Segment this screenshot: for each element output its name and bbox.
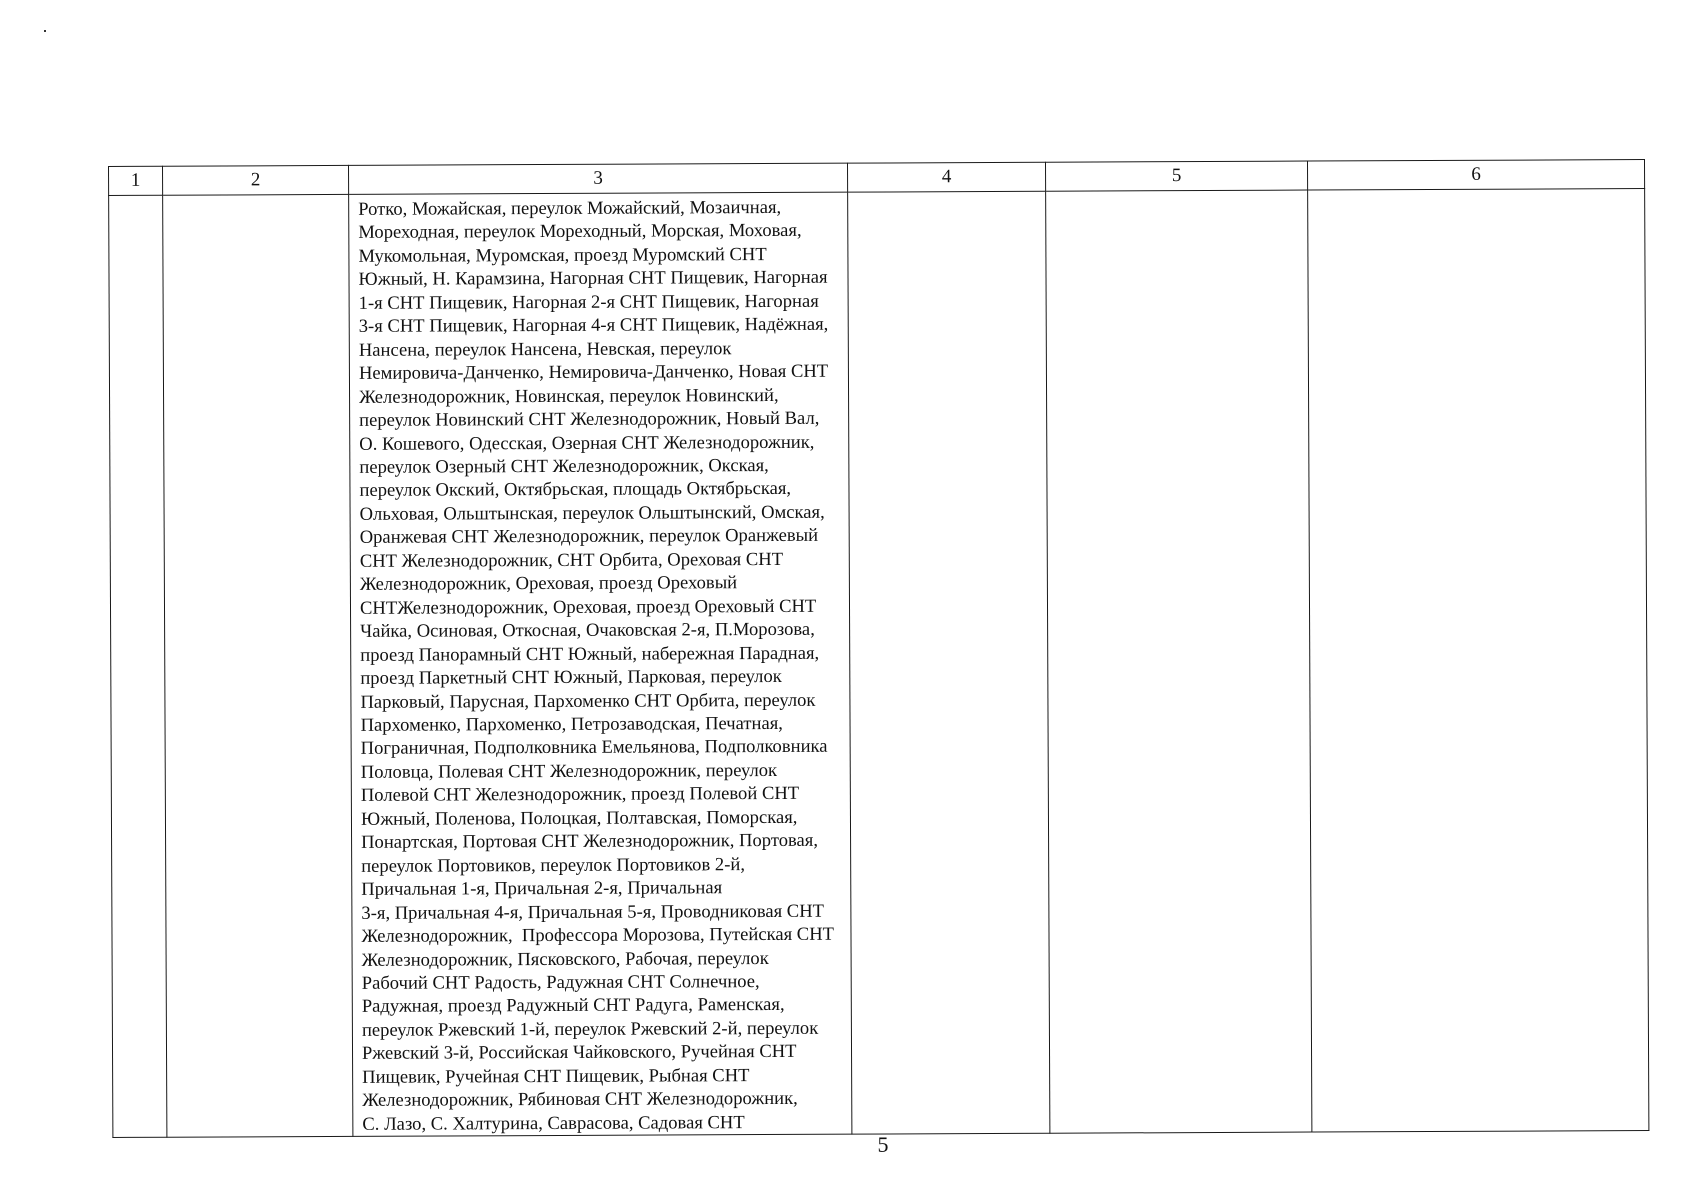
- street-list-line: Железнодорожник, Пясковского, Рабочая, переулок: [361, 947, 769, 971]
- street-list-line: Железнодорожник, Рябиновая СНТ Железнодорожник,: [362, 1088, 798, 1112]
- street-list-line: Немировича-Данченко, Немировича-Данченко, Новая СНТ: [358, 360, 829, 385]
- street-list-line: Железнодорожник, Профессора Морозова, Путейская СНТ: [361, 923, 835, 947]
- street-list-line: Парковый, Парусная, Пархоменко СНТ Орбита, переулок: [360, 689, 816, 713]
- cell-col-2: [163, 194, 353, 1137]
- column-header-4: 4: [847, 162, 1045, 192]
- street-list-line: Южный, Н. Карамзина, Нагорная СНТ Пищевик, Нагорная: [358, 267, 828, 291]
- street-list-line: Пархоменко, Пархоменко, Петрозаводская, Печатная,: [360, 712, 783, 736]
- scan-speck: [44, 30, 46, 32]
- street-list-line: переулок Новинский СНТ Железнодорожник, Новый Вал,: [359, 407, 820, 431]
- column-header-3: 3: [348, 163, 847, 194]
- column-header-5: 5: [1045, 161, 1307, 191]
- scanned-table-area: [108, 159, 1648, 1135]
- address-table: [108, 159, 1649, 1138]
- street-list-line: Южный, Поленова, Полоцкая, Полтавская, Поморская,: [360, 806, 798, 830]
- street-list-line: Железнодорожник, Новинская, переулок Новинский,: [359, 384, 779, 408]
- street-list-line: Полевой СНТ Железнодорожник, проезд Полевой СНТ: [360, 783, 800, 807]
- street-list-line: С. Лазо, С. Халтурина, Саврасова, Садовая СНТ: [362, 1111, 745, 1135]
- street-list-line: Причальная 1-я, Причальная 2-я, Причальная: [361, 877, 723, 900]
- street-list-line: Пищевик, Ручейная СНТ Пищевик, Рыбная СНТ: [362, 1064, 750, 1088]
- street-list-line: СНТЖелезнодорожник, Ореховая, проезд Ореховый СНТ: [359, 595, 817, 619]
- street-list-line: переулок Портовиков, переулок Портовиков 2-й,: [361, 853, 746, 877]
- cell-col-6: [1308, 189, 1649, 1133]
- street-list-line: Ржевский 3-й, Российская Чайковского, Ручейная СНТ: [361, 1041, 797, 1065]
- street-list-line: Ротко, Можайская, переулок Можайский, Мозаичная,: [358, 196, 782, 220]
- cell-col-1: [109, 195, 167, 1137]
- street-list-line: Чайка, Осиновая, Откосная, Очаковская 2-я, П.Морозова,: [360, 618, 815, 643]
- street-list-line: переулок Ржевский 1-й, переулок Ржевский 2-й, переулок: [361, 1017, 819, 1041]
- street-list-line: О. Кошевого, Одесская, Озерная СНТ Железнодорожник,: [359, 431, 815, 455]
- street-list-line: Радужная, проезд Радужный СНТ Радуга, Раменская,: [361, 994, 785, 1018]
- street-list-line: Половца, Полевая СНТ Железнодорожник, переулок: [360, 759, 778, 783]
- street-list-line: СНТ Железнодорожник, СНТ Орбита, Ореховая СНТ: [359, 548, 784, 572]
- column-header-2: 2: [163, 165, 349, 195]
- street-list-line: Мореходная, переулок Мореходный, Морская, Моховая,: [358, 220, 802, 244]
- page-number: 5: [877, 1132, 889, 1157]
- table-row: [109, 189, 1649, 1138]
- cell-col-3: [349, 192, 852, 1136]
- column-header-6: 6: [1307, 160, 1644, 191]
- street-list-line: переулок Окский, Октябрьская, площадь Октябрьская,: [359, 478, 792, 502]
- street-list-line: 3-я СНТ Пищевик, Нагорная 4-я СНТ Пищевик, Надёжная,: [358, 313, 829, 338]
- street-list-line: Ольховая, Ольштынская, переулок Ольштынский, Омская,: [359, 501, 825, 525]
- street-list-line: Железнодорожник, Ореховая, проезд Ореховый: [359, 572, 738, 596]
- cell-col-5: [1046, 190, 1312, 1133]
- street-list-line: 3-я, Причальная 4-я, Причальная 5-я, Проводниковая СНТ: [361, 900, 825, 924]
- street-list-line: Пограничная, Подполковника Емельянова, Подполковника: [360, 736, 828, 760]
- street-list-line: 1-я СНТ Пищевик, Нагорная 2-я СНТ Пищевик, Нагорная: [358, 290, 819, 314]
- street-list-line: проезд Панорамный СНТ Южный, набережная Парадная,: [360, 642, 820, 666]
- cell-col-4: [848, 191, 1050, 1134]
- street-list-line: проезд Паркетный СНТ Южный, Парковая, переулок: [360, 666, 782, 689]
- street-list-line: Нансена, переулок Нансена, Невская, переулок: [358, 337, 732, 361]
- street-list-line: Рабочий СНТ Радость, Радужная СНТ Солнечное,: [361, 971, 760, 994]
- street-list: [349, 193, 851, 1136]
- street-list-line: Оранжевая СНТ Железнодорожник, переулок Оранжевый: [359, 525, 819, 549]
- street-list-line: Мукомольная, Муромская, проезд Муромский СНТ: [358, 243, 767, 267]
- column-header-1: 1: [109, 166, 163, 195]
- street-list-line: Понартская, Портовая СНТ Железнодорожник, Портовая,: [361, 830, 819, 854]
- street-list-line: переулок Озерный СНТ Железнодорожник, Окская,: [359, 454, 769, 478]
